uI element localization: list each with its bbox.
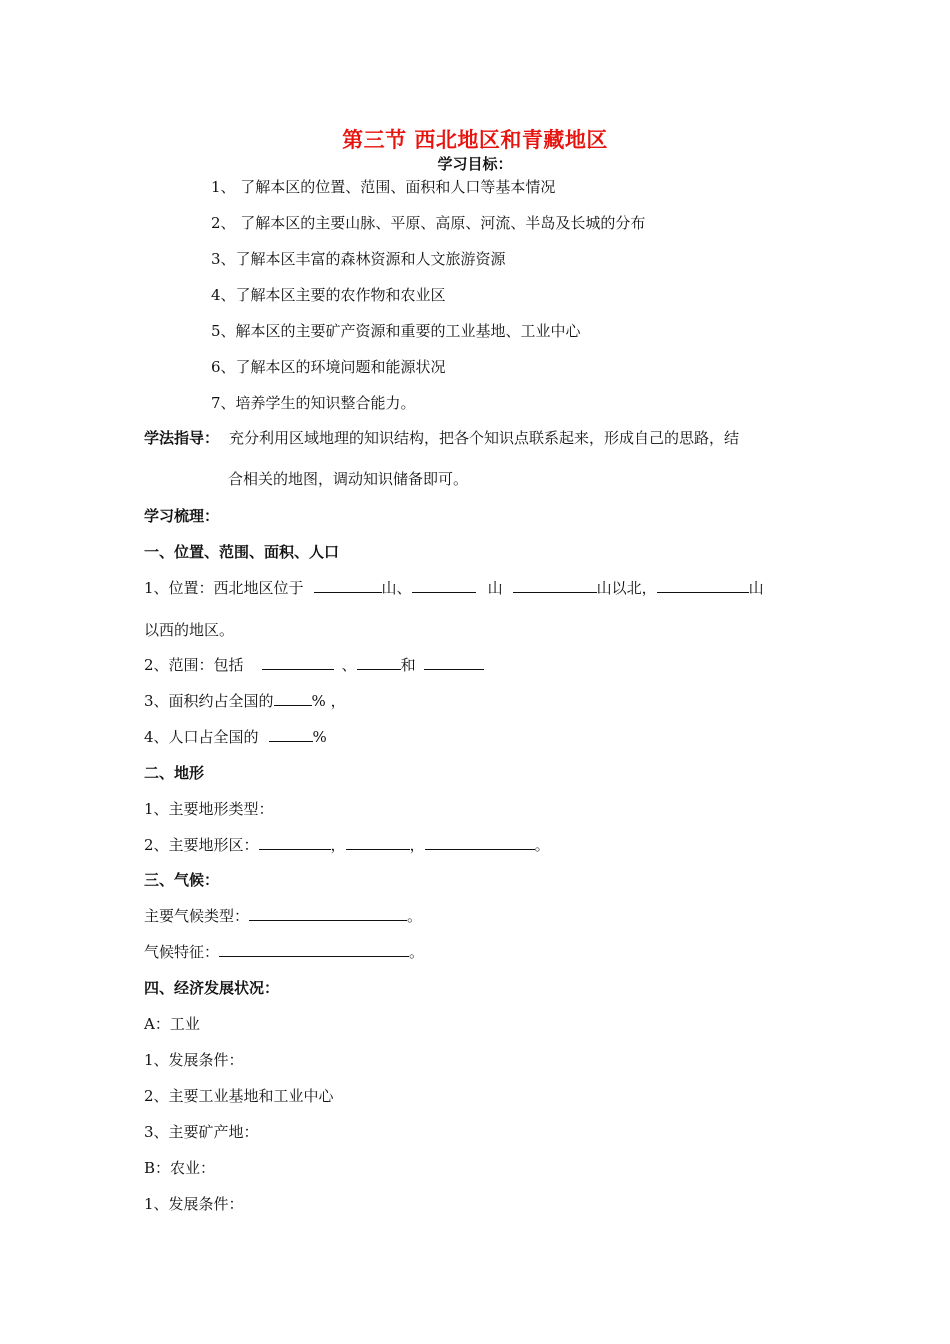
question-climate-features: 气候特征： 。 — [144, 943, 425, 961]
answer-blank[interactable] — [269, 727, 313, 742]
answer-blank[interactable] — [259, 835, 331, 850]
answer-blank[interactable] — [513, 578, 597, 593]
industry-bases: 2、主要工业基地和工业中心 — [144, 1087, 334, 1105]
answer-blank[interactable] — [424, 655, 484, 670]
objective-item: 7、培养学生的知识整合能力。 — [211, 394, 416, 412]
objective-item: 1、 了解本区的位置、范围、面积和人口等基本情况 — [211, 178, 556, 196]
answer-blank[interactable] — [425, 835, 535, 850]
answer-blank[interactable] — [219, 942, 409, 957]
section2-heading: 二、地形 — [144, 764, 205, 782]
method-text-line2: 合相关的地图，调动知识储备即可。 — [228, 470, 469, 488]
industry-conditions: 1、发展条件： — [144, 1051, 244, 1069]
answer-blank[interactable] — [657, 578, 749, 593]
question-landform-regions: 2、主要地形区： ， ， 。 — [144, 836, 550, 854]
objective-item: 5、解本区的主要矿产资源和重要的工业基地、工业中心 — [211, 322, 581, 340]
industry-label: A：工业 — [144, 1015, 200, 1033]
section3-heading: 三、气候： — [144, 871, 220, 889]
question-location: 1、位置：西北地区位于 山、 山 山以北， 山 — [144, 579, 764, 597]
objective-item: 2、 了解本区的主要山脉、平原、高原、河流、半岛及长城的分布 — [211, 214, 646, 232]
method-label: 学法指导： — [144, 429, 220, 447]
objective-item: 6、了解本区的环境问题和能源状况 — [211, 358, 446, 376]
mineral-sites: 3、主要矿产地： — [144, 1123, 259, 1141]
question-scope: 2、范围：包括 、 和 — [144, 655, 484, 675]
section1-heading: 一、位置、范围、面积、人口 — [144, 543, 340, 561]
question-area: 3、面积约占全国的 % ， — [144, 692, 346, 710]
answer-blank[interactable] — [314, 578, 382, 593]
answer-blank[interactable] — [262, 655, 334, 670]
question-location-cont: 以西的地区。 — [144, 621, 235, 639]
answer-blank[interactable] — [357, 655, 401, 670]
question-landform-types: 1、主要地形类型： — [144, 800, 274, 818]
page-title: 第三节 西北地区和青藏地区 — [342, 128, 608, 152]
objectives-heading: 学习目标： — [437, 155, 513, 173]
answer-blank[interactable] — [274, 691, 312, 706]
method-text-line1: 充分利用区域地理的知识结构，把各个知识点联系起来，形成自己的思路，结 — [229, 429, 740, 447]
answer-blank[interactable] — [346, 835, 410, 850]
agriculture-label: B：农业： — [144, 1159, 216, 1177]
objective-item: 4、了解本区主要的农作物和农业区 — [211, 286, 446, 304]
section4-heading: 四、经济发展状况： — [144, 979, 280, 997]
objective-item: 3、了解本区丰富的森林资源和人文旅游资源 — [211, 250, 506, 268]
method-paragraph — [144, 428, 739, 448]
answer-blank[interactable] — [249, 906, 407, 921]
review-heading: 学习梳理： — [144, 507, 220, 525]
question-climate-type: 主要气候类型： 。 — [144, 907, 423, 925]
agriculture-conditions: 1、发展条件： — [144, 1195, 244, 1213]
question-population: 4、人口占全国的 % — [144, 728, 327, 746]
answer-blank[interactable] — [412, 578, 476, 593]
